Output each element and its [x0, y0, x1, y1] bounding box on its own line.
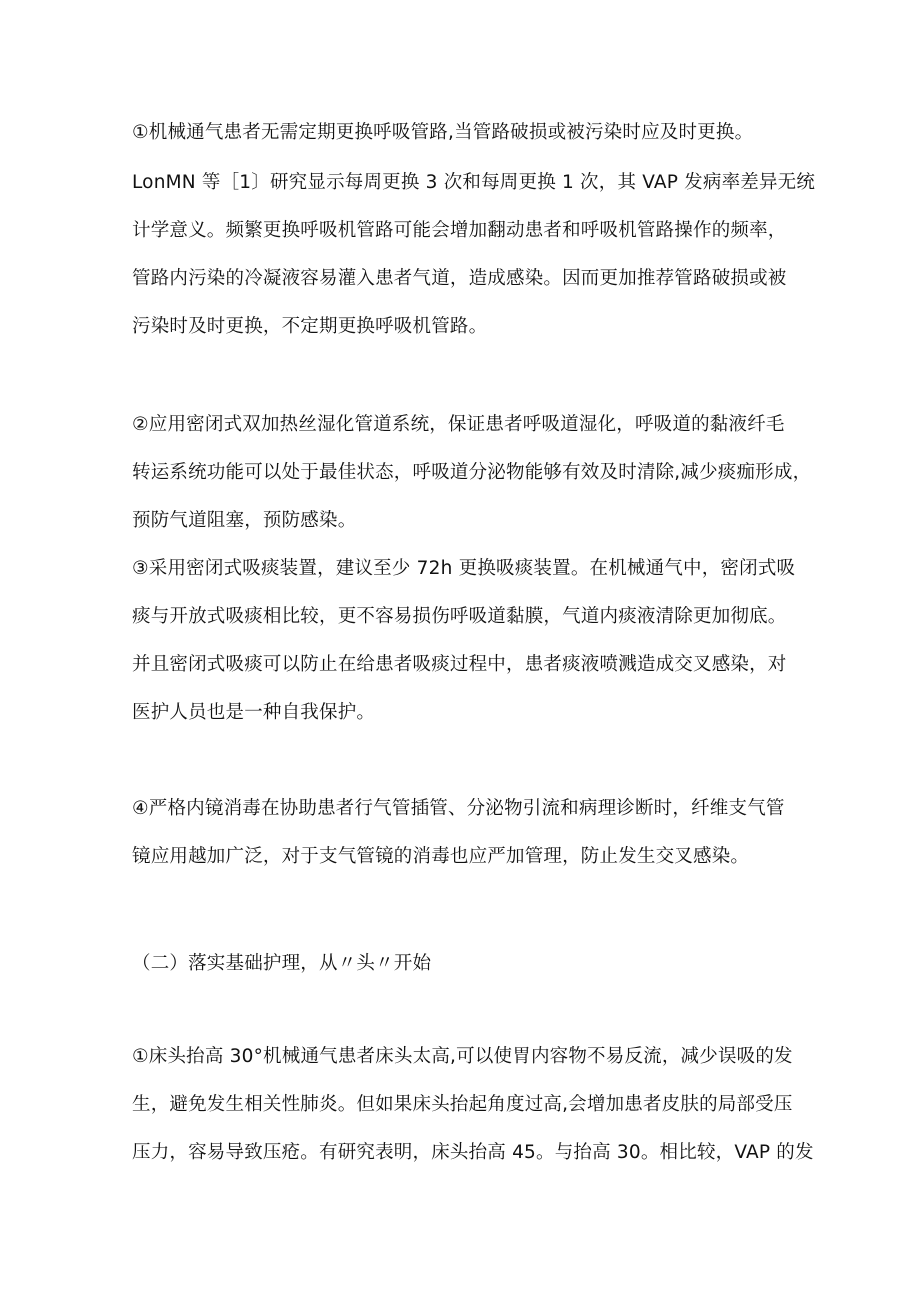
paragraph-1-line-5: 污染时及时更换，不定期更换呼吸机管路。 — [132, 316, 488, 337]
paragraph-3-line-2: 痰与开放式吸痰相比较，更不容易损伤呼吸道黏膜，气道内痰液清除更加彻底。 — [132, 606, 787, 627]
paragraph-3-line-1: ③采用密闭式吸痰装置，建议至少 72h 更换吸痰装置。在机械通气中，密闭式吸 — [132, 558, 796, 579]
paragraph-5-line-1: ①床头抬高 30°机械通气患者床头太高,可以使胃内容物不易反流，减少误吸的发 — [132, 1046, 793, 1067]
paragraph-1-line-1: ①机械通气患者无需定期更换呼吸管路,当管路破损或被污染时应及时更换。 — [132, 122, 754, 143]
paragraph-1-line-4: 管路内污染的冷凝液容易灌入患者气道，造成感染。因而更加推荐管路破损或被 — [132, 268, 787, 289]
paragraph-1-line-3: 计学意义。频繁更换呼吸机管路可能会增加翻动患者和呼吸机管路操作的频率， — [132, 220, 787, 241]
paragraph-3-line-4: 医护人员也是一种自我保护。 — [132, 702, 376, 723]
section-heading: （二）落实基础护理，从〃头〃开始 — [132, 953, 432, 974]
paragraph-4-line-2: 镜应用越加广泛，对于支气管镜的消毒也应严加管理，防止发生交叉感染。 — [132, 846, 750, 867]
paragraph-5-line-3: 压力，容易导致压疮。有研究表明，床头抬高 45。与抬高 30。相比较，VAP 的发 — [132, 1142, 814, 1163]
paragraph-2-line-3: 预防气道阻塞，预防感染。 — [132, 510, 357, 531]
paragraph-5-line-2: 生，避免发生相关性肺炎。但如果床头抬起角度过高,会增加患者皮肤的局部受压 — [132, 1094, 793, 1115]
paragraph-2-line-1: ②应用密闭式双加热丝湿化管道系统，保证患者呼吸道湿化，呼吸道的黏液纤毛 — [132, 414, 785, 435]
paragraph-1-line-2: LonMN 等［1〕研究显示每周更换 3 次和每周更换 1 次，其 VAP 发病率差异无统 — [132, 172, 816, 193]
paragraph-2-line-2: 转运系统功能可以处于最佳状态，呼吸道分泌物能够有效及时清除,减少痰痂形成， — [132, 462, 812, 483]
paragraph-4-line-1: ④严格内镜消毒在协助患者行气管插管、分泌物引流和病理诊断时，纤维支气管 — [132, 798, 785, 819]
paragraph-3-line-3: 并且密闭式吸痰可以防止在给患者吸痰过程中，患者痰液喷溅造成交叉感染，对 — [132, 654, 787, 675]
